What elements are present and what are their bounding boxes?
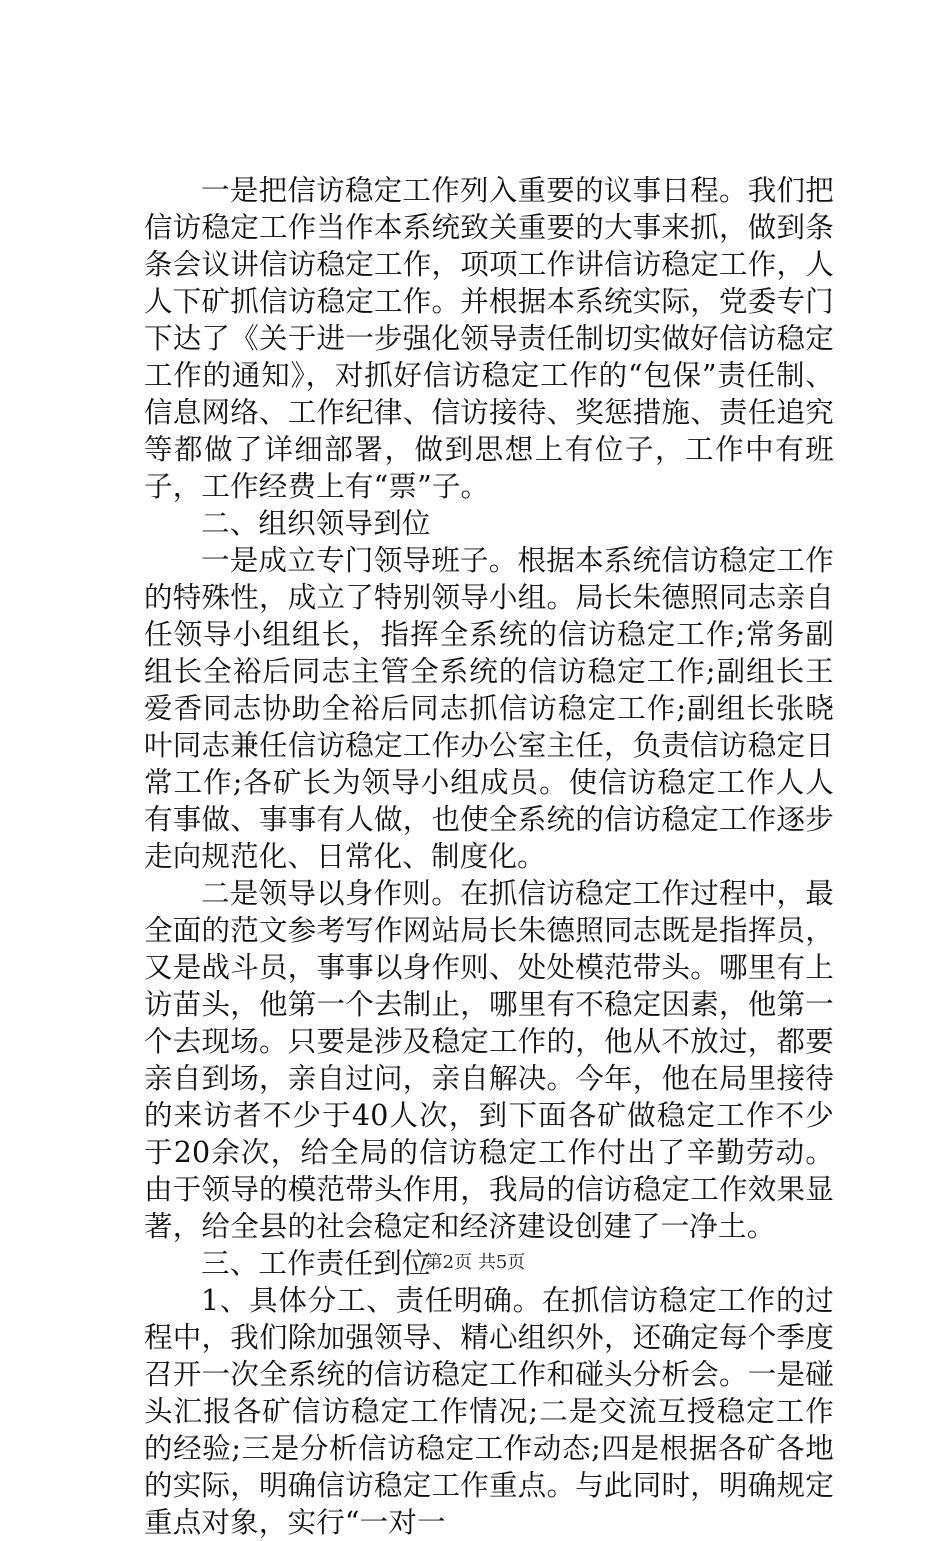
paragraph-leading-group: 一是成立专门领导班子。根据本系统信访稳定工作的特殊性，成立了特别领导小组。局长朱德照同志亲自任领导小组组长，指挥全系统的信访稳定工作;常务副组长全裕后同志主管全系统的信访稳定工作;副组长王爱香同志协助全裕后同志抓信访稳定工作;副组长张晓叶同志兼任信访稳定工作办公室主任，负责信访稳定日常工作;各矿长为领导小组成员。使信访稳定工作人人有事做、事事有人做，也使全系统的信访稳定工作逐步走向规范化、日常化、制度化。 xyxy=(144,544,834,873)
paragraph-agenda: 一是把信访稳定工作列入重要的议事日程。我们把信访稳定工作当作本系统致关重要的大事来抓，做到条条会议讲信访稳定工作，项项工作讲信访稳定工作，人人下矿抓信访稳定工作。并根据本系统实际，党委专门下达了《关于进一步强化领导责任制切实做好信访稳定工作的通知》，对抓好信访稳定工作的“包保”责任制、信息网络、工作纪律、信访接待、奖惩措施、责任追究等都做了详细部署，做到思想上有位子，工作中有班子，工作经费上有“票”子。 xyxy=(144,174,834,503)
page-number-footer: 第2页 共5页 xyxy=(424,1252,526,1273)
section-heading-leadership: 二、组织领导到位 xyxy=(201,507,431,540)
paragraph-lead-by-example: 二是领导以身作则。在抓信访稳定工作过程中，最全面的范文参考写作网站局长朱德照同志既是指挥员，又是战斗员，事事以身作则、处处模范带头。哪里有上访苗头，他第一个去制止，哪里有不稳定因素，他第一个去现场。只要是涉及稳定工作的，他从不放过，都要亲自到场，亲自过问，亲自解决。今年，他在局里接待的来访者不少于40人次，到下面各矿做稳定工作不少于20余次，给全局的信访稳定工作付出了辛勤劳动。由于领导的模范带头作用，我局的信访稳定工作效果显著，给全县的社会稳定和经济建设创建了一净土。 xyxy=(144,877,834,1243)
section-heading-responsibility: 三、工作责任到位 xyxy=(201,1247,431,1280)
document-body xyxy=(144,172,834,1541)
paragraph-division-of-labor: 1、具体分工、责任明确。在抓信访稳定工作的过程中，我们除加强领导、精心组织外，还确定每个季度召开一次全系统的信访稳定工作和碰头分析会。一是碰头汇报各矿信访稳定工作情况;二是交流互授稳定工作的经验;三是分析信访稳定工作动态;四是根据各矿各地的实际，明确信访稳定工作重点。与此同时，明确规定重点对象，实行“一对一 xyxy=(144,1284,834,1539)
